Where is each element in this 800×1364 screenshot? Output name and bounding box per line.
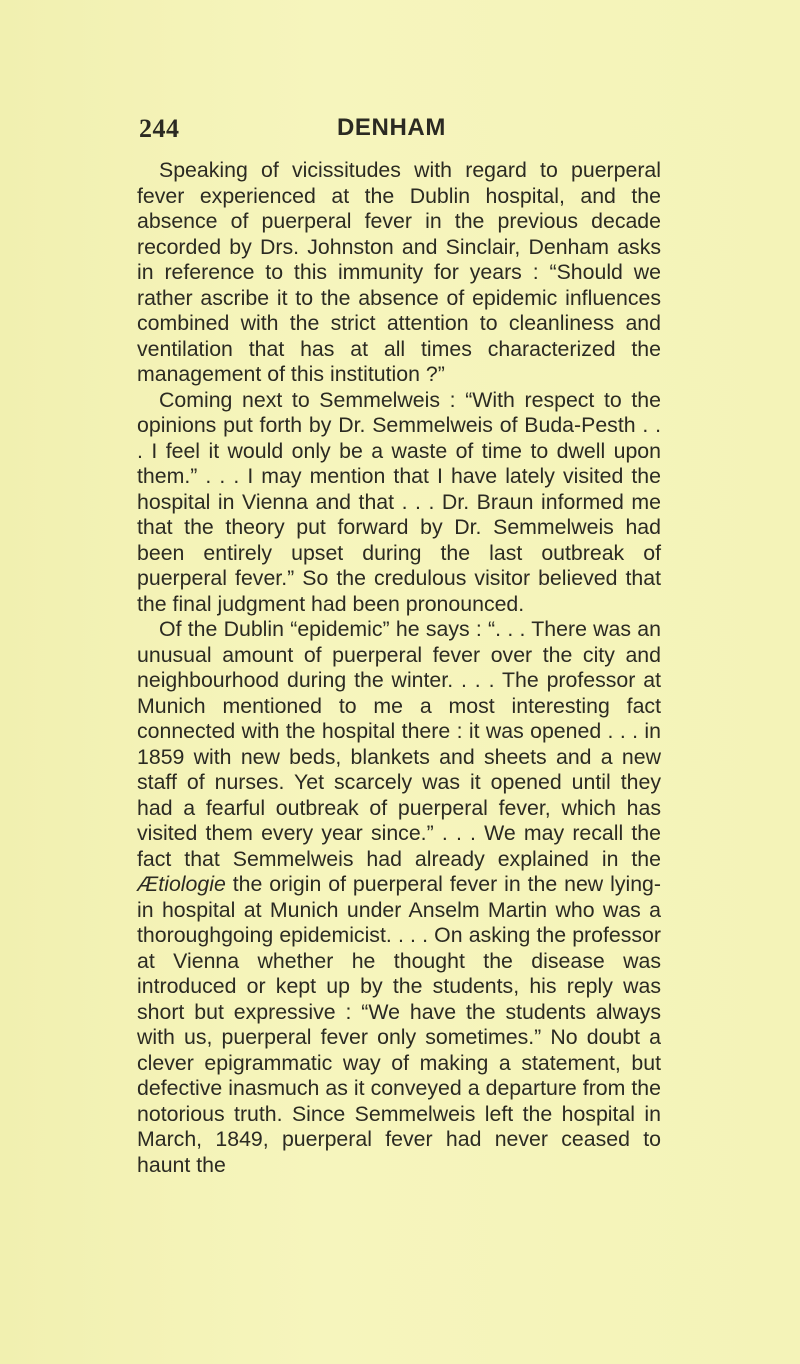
body-text xyxy=(137,158,661,1178)
italic-title-aetiologie: Ætiologie xyxy=(137,872,226,896)
paragraph-1: Speaking of vicissitudes with regard to puerperal fever experienced at the Dublin hospital, and the absence of puerperal fever in the previous decade recorded by Drs. Johnston and Sinclair, Denham asks in reference to this immunity for years : “Should we rather ascribe it to the absence of epidemic influences combined with the strict attention to cleanliness and ventilation that has at all times characterized the management of this institution ?” xyxy=(137,158,661,386)
page-header xyxy=(139,114,659,154)
paragraph-3-part-1: Of the Dublin “epidemic” he says : “. . . There was an unusual amount of puerperal fever over the city and neighbourhood during the winter. . . . The professor at Munich mentioned to me a most interesting fact connected with the hospital there : it was opened . . . in 1859 with new beds, blankets and sheets and a new staff of nurses. Yet scarcely was it opened until they had a fearful outbreak of puerperal fever, which has visited them every year since.” . . . We may recall the fact that Semmelweis had already explained in the xyxy=(137,617,661,871)
page-number: 244 xyxy=(139,114,180,143)
paragraph-2: Coming next to Semmelweis : “With respect to the opinions put forth by Dr. Semmelweis of Buda-Pesth . . . I feel it would only be a waste of time to dwell upon them.” . . . I may mention that I have lately visited the hospital in Vienna and that . . . Dr. Braun informed me that the theory put forward by Dr. Semmelweis had been entirely upset during the last outbreak of puerperal fever.” So the credulous visitor believed that the final judgment had been pronounced. xyxy=(137,387,661,616)
running-head: DENHAM xyxy=(337,114,446,141)
paragraph-3 xyxy=(137,617,661,1178)
paragraph-3-part-2: the origin of puerperal fever in the new lying-in hospital at Munich under Anselm Martin who was a thoroughgoing epidemicist. . . . On asking the professor at Vienna whether he thought the disease was introduced or kept up by the students, his reply was short but expressive : “We have the students always with us, puerperal fever only sometimes.” No doubt a clever epigrammatic way of making a statement, but defective inasmuch as it conveyed a departure from the notorious truth. Since Semmelweis left the hospital in March, 1849, puerperal fever had never ceased to haunt the xyxy=(137,872,661,1177)
